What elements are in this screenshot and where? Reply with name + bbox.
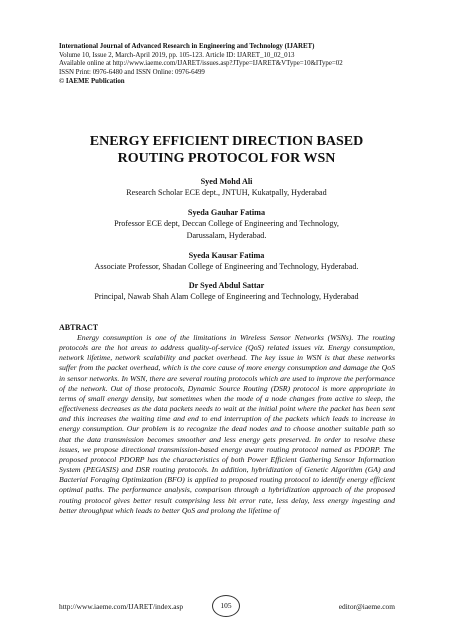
volume-info: Volume 10, Issue 2, March-April 2019, pp. 105-123. Article ID: IJARET_10_02_013 xyxy=(59,51,295,59)
journal-header xyxy=(59,43,409,87)
page-number: 105 xyxy=(212,595,240,617)
author-affiliation: Research Scholar ECE dept., JNTUH, Kukatpally, Hyderabad xyxy=(126,188,327,197)
author-block xyxy=(40,250,413,274)
author-name: Syeda Gauhar Fatima xyxy=(187,207,266,217)
footer-url[interactable]: http://www.iaeme.com/IJARET/index.asp xyxy=(59,602,184,611)
title-line-1: ENERGY EFFICIENT DIRECTION BASED xyxy=(89,134,364,149)
author-list xyxy=(40,176,413,311)
availability-link[interactable]: Available online at http://www.iaeme.com/IJARET/issues.asp?JType=IJARET&VType=10&IType=02 xyxy=(59,60,343,68)
page-footer xyxy=(59,597,395,619)
publisher: © IAEME Publication xyxy=(59,77,125,85)
author-block xyxy=(40,176,413,200)
abstract-heading: ABTRACT xyxy=(59,323,99,332)
author-affiliation: Professor ECE dept, Deccan College of Engineering and Technology, xyxy=(114,218,339,228)
author-block xyxy=(40,207,413,243)
journal-name: International Journal of Advanced Research in Engineering and Technology (IJARET) xyxy=(59,43,315,50)
abstract-section xyxy=(59,322,395,516)
title-line-2: ROUTING PROTOCOL FOR WSN xyxy=(117,151,336,166)
paper-title xyxy=(40,133,413,167)
footer-email[interactable]: editor@iaeme.com xyxy=(338,602,395,611)
author-name: Dr Syed Abdul Sattar xyxy=(188,281,265,290)
author-affiliation: Darussalam, Hyderabad. xyxy=(186,231,267,240)
author-block xyxy=(40,280,413,304)
author-affiliation: Principal, Nawab Shah Alam College of Engineering and Technology, Hyderabad xyxy=(94,292,359,301)
author-name: Syed Mohd Ali xyxy=(200,177,253,186)
abstract-text: Energy consumption is one of the limitations in Wireless Sensor Networks (WSNs). The routing protocols are the hot areas to address quality-of-service (QoS) related issues viz. Energy consumption, network lifetime, network scalability and packet overhead. The key issue in WSN is that these networks suffer from the packet overhead, which is the core cause of more energy consumption and damage the QoS in sensor networks. In WSN, there are several routing protocols which are used to improve the performance of the network. Out of those protocols, Dynamic Source Routing (DSR) protocol is more appropriate in terms of small energy density, but sometimes when the mode of a node changes from active to sleep, the effectiveness decreases as the data packets needs to wait at the initial point where the packet has been sent and this increases the waiting time and end to end interruption of the packets which leads to increase in energy consumption. Our problem is to recognize the dead nodes and to choose another suitable path so that the data transmission becomes smoother and less energy gets preserved. In order to resolve these issues, we propose directional transmission-based energy aware routing protocol named as PDORP. The proposed protocol PDORP has the characteristics of both Power Efficient Gathering Sensor Information System (PEGASIS) and DSR routing protocols. In addition, hybridization of Genetic Algorithm (GA) and Bacterial Foraging Optimization (BFO) is applied to proposed routing protocol to identify energy efficient optimal paths. The performance analysis, comparison through a hybridization approach of the proposed routing protocol gives better result comprising less bit error rate, less delay, less energy ingesting and better throughput which leads to better QoS and prolong the lifetime of xyxy=(59,333,395,515)
author-name: Syeda Kausar Fatima xyxy=(188,250,265,260)
issn-info: ISSN Print: 0976-6480 and ISSN Online: 0976-6499 xyxy=(59,69,205,77)
author-affiliation: Associate Professor, Shadan College of Engineering and Technology, Hyderabad. xyxy=(94,261,359,271)
